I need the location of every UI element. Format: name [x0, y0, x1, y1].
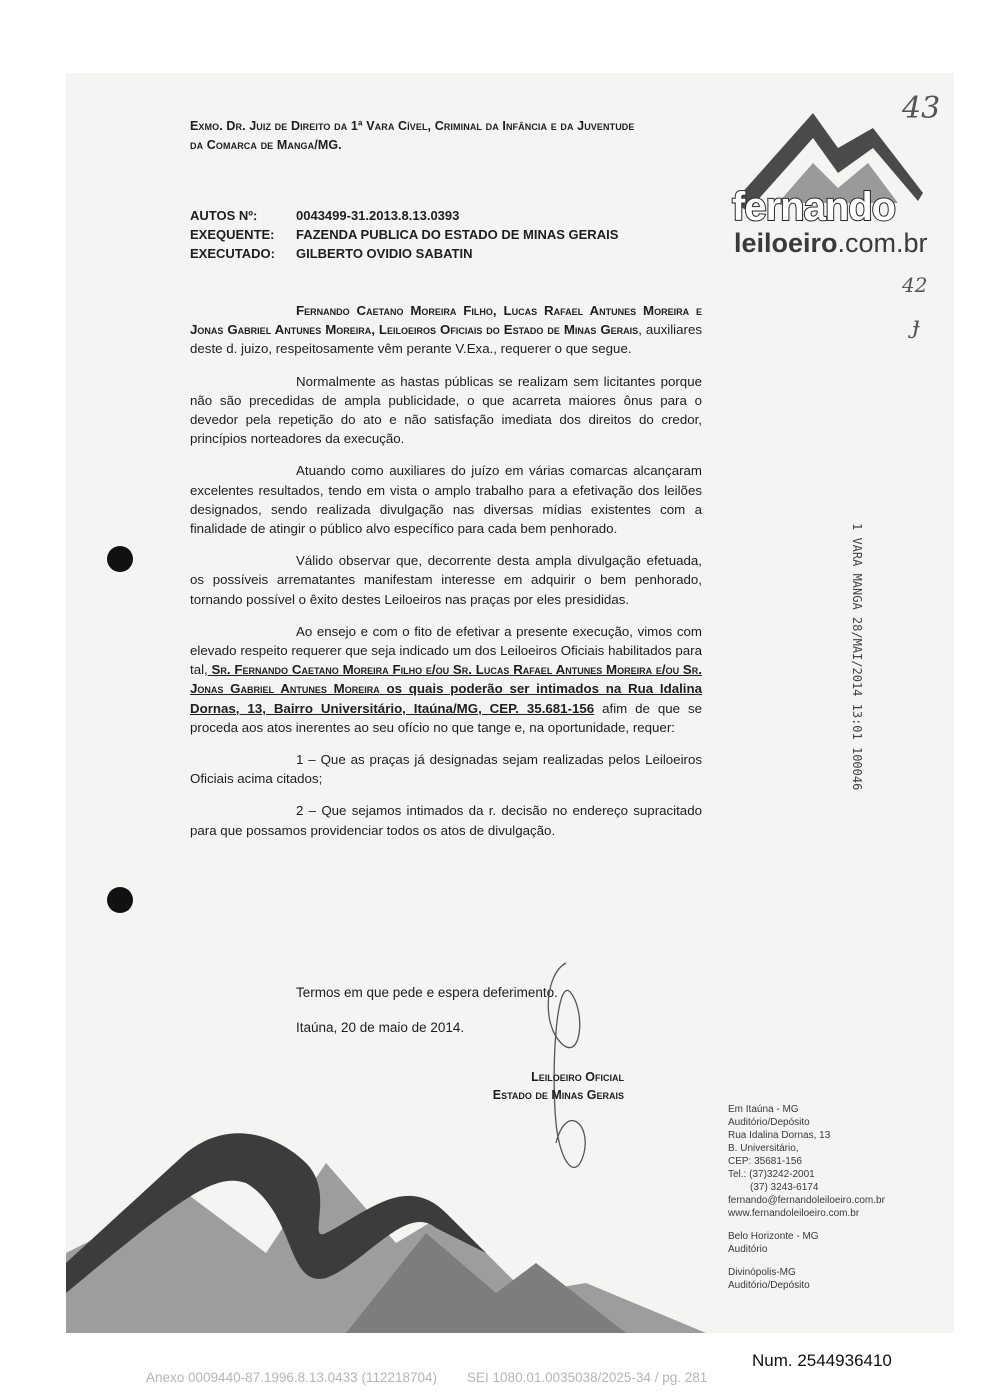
office-itauna-line: (37) 3243-6174: [750, 1182, 819, 1193]
office-divinopolis: [728, 1266, 885, 1292]
p5-start: Ao ensejo e com o fito de efetivar a presente execução, vimos com elevado respeito requerer que seja indicado um dos Leiloeiros Oficiais habilitados para tal,: [190, 623, 702, 678]
logo-domain-suffix: .com.br: [837, 228, 928, 258]
closing: [296, 985, 558, 1055]
paragraph-4: Válido observar que, decorrente desta ampla divulgação efetuada, os possíveis arrematantes manifestam interesse em adquirir o bem penhorado, tornando possível o êxito destes Leiloeiros nas praças por eles presididas.: [190, 553, 702, 607]
office-bh-line: Auditório: [728, 1244, 768, 1255]
closing-request: Termos em que pede e espera deferimento.: [296, 985, 558, 1000]
paragraph-2: Normalmente as hastas públicas se realizam sem licitantes porque não são precedidas de ampla publicidade, o que acarreta maiores ônus para o devedor pela repetição do ato e não satisfação imediata dos direitos do credor, princípios norteadores da execução.: [190, 373, 702, 447]
case-info: [190, 206, 618, 263]
auctioneers-names: Fernando Caetano Moreira Filho, Lucas Rafael Antunes Moreira e Jonas Gabriel Antunes Moreira, Leiloeiros Oficiais do Estado de Minas Gerais: [190, 303, 702, 338]
intro-rest: , auxiliares deste d. juizo, respeitosamente vêm perante V.Exa., requerer o que segue.: [190, 322, 702, 357]
office-itauna-website: www.fernandoleiloeiro.com.br: [728, 1208, 860, 1219]
signature-block: [446, 1068, 624, 1104]
request-item-1: 1 – Que as praças já designadas sejam realizadas pelos Leiloeiros Oficiais acima citados;: [190, 752, 702, 787]
case-number-row: [190, 206, 618, 225]
paragraph-5: [190, 622, 702, 737]
mountain-watermark-icon: [66, 1103, 706, 1333]
punch-hole: [107, 887, 133, 913]
logo-name: fernando: [732, 185, 896, 229]
plaintiff-value: FAZENDA PUBLICA DO ESTADO DE MINAS GERAIS: [296, 227, 619, 242]
footer-annex: Anexo 0009440-87.1996.8.13.0433 (112218704): [146, 1370, 438, 1385]
office-itauna-line: Tel.: (37)3242-2001: [728, 1169, 815, 1180]
office-itauna-title: Em Itaúna - MG: [728, 1104, 799, 1115]
defendant-row: [190, 244, 618, 263]
handwritten-mark-1: 42: [902, 273, 928, 297]
signature-state: Estado de Minas Gerais: [492, 1088, 624, 1102]
p5-names: Sr. Fernando Caetano Moreira Filho e/ou Sr. Lucas Rafael Antunes Moreira e/ou Sr. Jonas Gabriel Antunes Moreira: [190, 662, 702, 697]
stamp-text: 1 VARA MANGA 28/MAI/2014 13:01 100046: [850, 523, 864, 791]
petition-body: [190, 301, 702, 853]
request-item-2: 2 – Que sejamos intimados da r. decisão no endereço supracitado para que possamos providenciar todos os atos de divulgação.: [190, 803, 702, 838]
p5-address: os quais poderão ser intimados na Rua Idalina Dornas, 13, Bairro Universitário, Itaúna/MG, CEP. 35.681-156: [190, 681, 703, 716]
office-itauna-line: B. Universitário,: [728, 1143, 799, 1154]
office-itauna-line: Auditório/Depósito: [728, 1117, 810, 1128]
punch-hole: [107, 546, 133, 572]
case-number-value: 0043499-31.2013.8.13.0393: [296, 208, 460, 223]
plaintiff-row: [190, 225, 618, 244]
footer-sei: SEI 1080.01.0035038/2025-34 / pg. 281: [467, 1370, 708, 1385]
office-bh: [728, 1230, 885, 1256]
defendant-label: EXECUTADO:: [190, 246, 275, 261]
office-addresses: [728, 1103, 885, 1302]
office-divinopolis-line: Auditório/Depósito: [728, 1280, 810, 1291]
office-bh-title: Belo Horizonte - MG: [728, 1231, 819, 1242]
addressee-line-2: da Comarca de Manga/MG.: [190, 138, 342, 152]
handwritten-page-number: 43: [902, 91, 941, 126]
court-addressee: [190, 117, 710, 155]
protocol-stamp: [846, 523, 876, 803]
place-date: Itaúna, 20 de maio de 2014.: [296, 1020, 465, 1035]
document-number: Num. 2544936410: [752, 1351, 892, 1370]
logo-domain: [734, 228, 928, 259]
paragraph-intro: [190, 301, 702, 359]
logo-domain-main: leiloeiro: [734, 228, 838, 258]
office-itauna-line: Rua Idalina Dornas, 13: [728, 1130, 831, 1141]
paragraph-3: Atuando como auxiliares do juízo em várias comarcas alcançaram excelentes resultados, tendo em vista o amplo trabalho para a efetivação dos leilões designados, sendo realizada divulgação nas diversas mídias existentes com a finalidade de atingir o público alvo específico para cada bem penhorado.: [190, 463, 702, 537]
footer-annex-line: [146, 1370, 707, 1385]
office-itauna-email: fernando@fernandoleiloeiro.com.br: [728, 1195, 885, 1206]
defendant-value: GILBERTO OVIDIO SABATIN: [296, 246, 473, 261]
addressee-line-1: Exmo. Dr. Juiz de Direito da 1ª Vara Cível, Criminal da Infância e da Juventude: [190, 119, 635, 133]
handwritten-mark-2: ɟ: [912, 311, 920, 339]
scanned-page: [66, 73, 954, 1333]
signature-title: Leiloeiro Oficial: [531, 1070, 624, 1084]
office-itauna-line: CEP: 35681-156: [728, 1156, 802, 1167]
case-number-label: AUTOS Nº:: [190, 208, 258, 223]
office-itauna: [728, 1103, 885, 1220]
plaintiff-label: EXEQUENTE:: [190, 227, 275, 242]
office-divinopolis-title: Divinópolis-MG: [728, 1267, 796, 1278]
p5-end: afim de que se proceda aos atos inerentes ao seu ofício no que tange e, na oportunidade, requer:: [190, 700, 703, 735]
